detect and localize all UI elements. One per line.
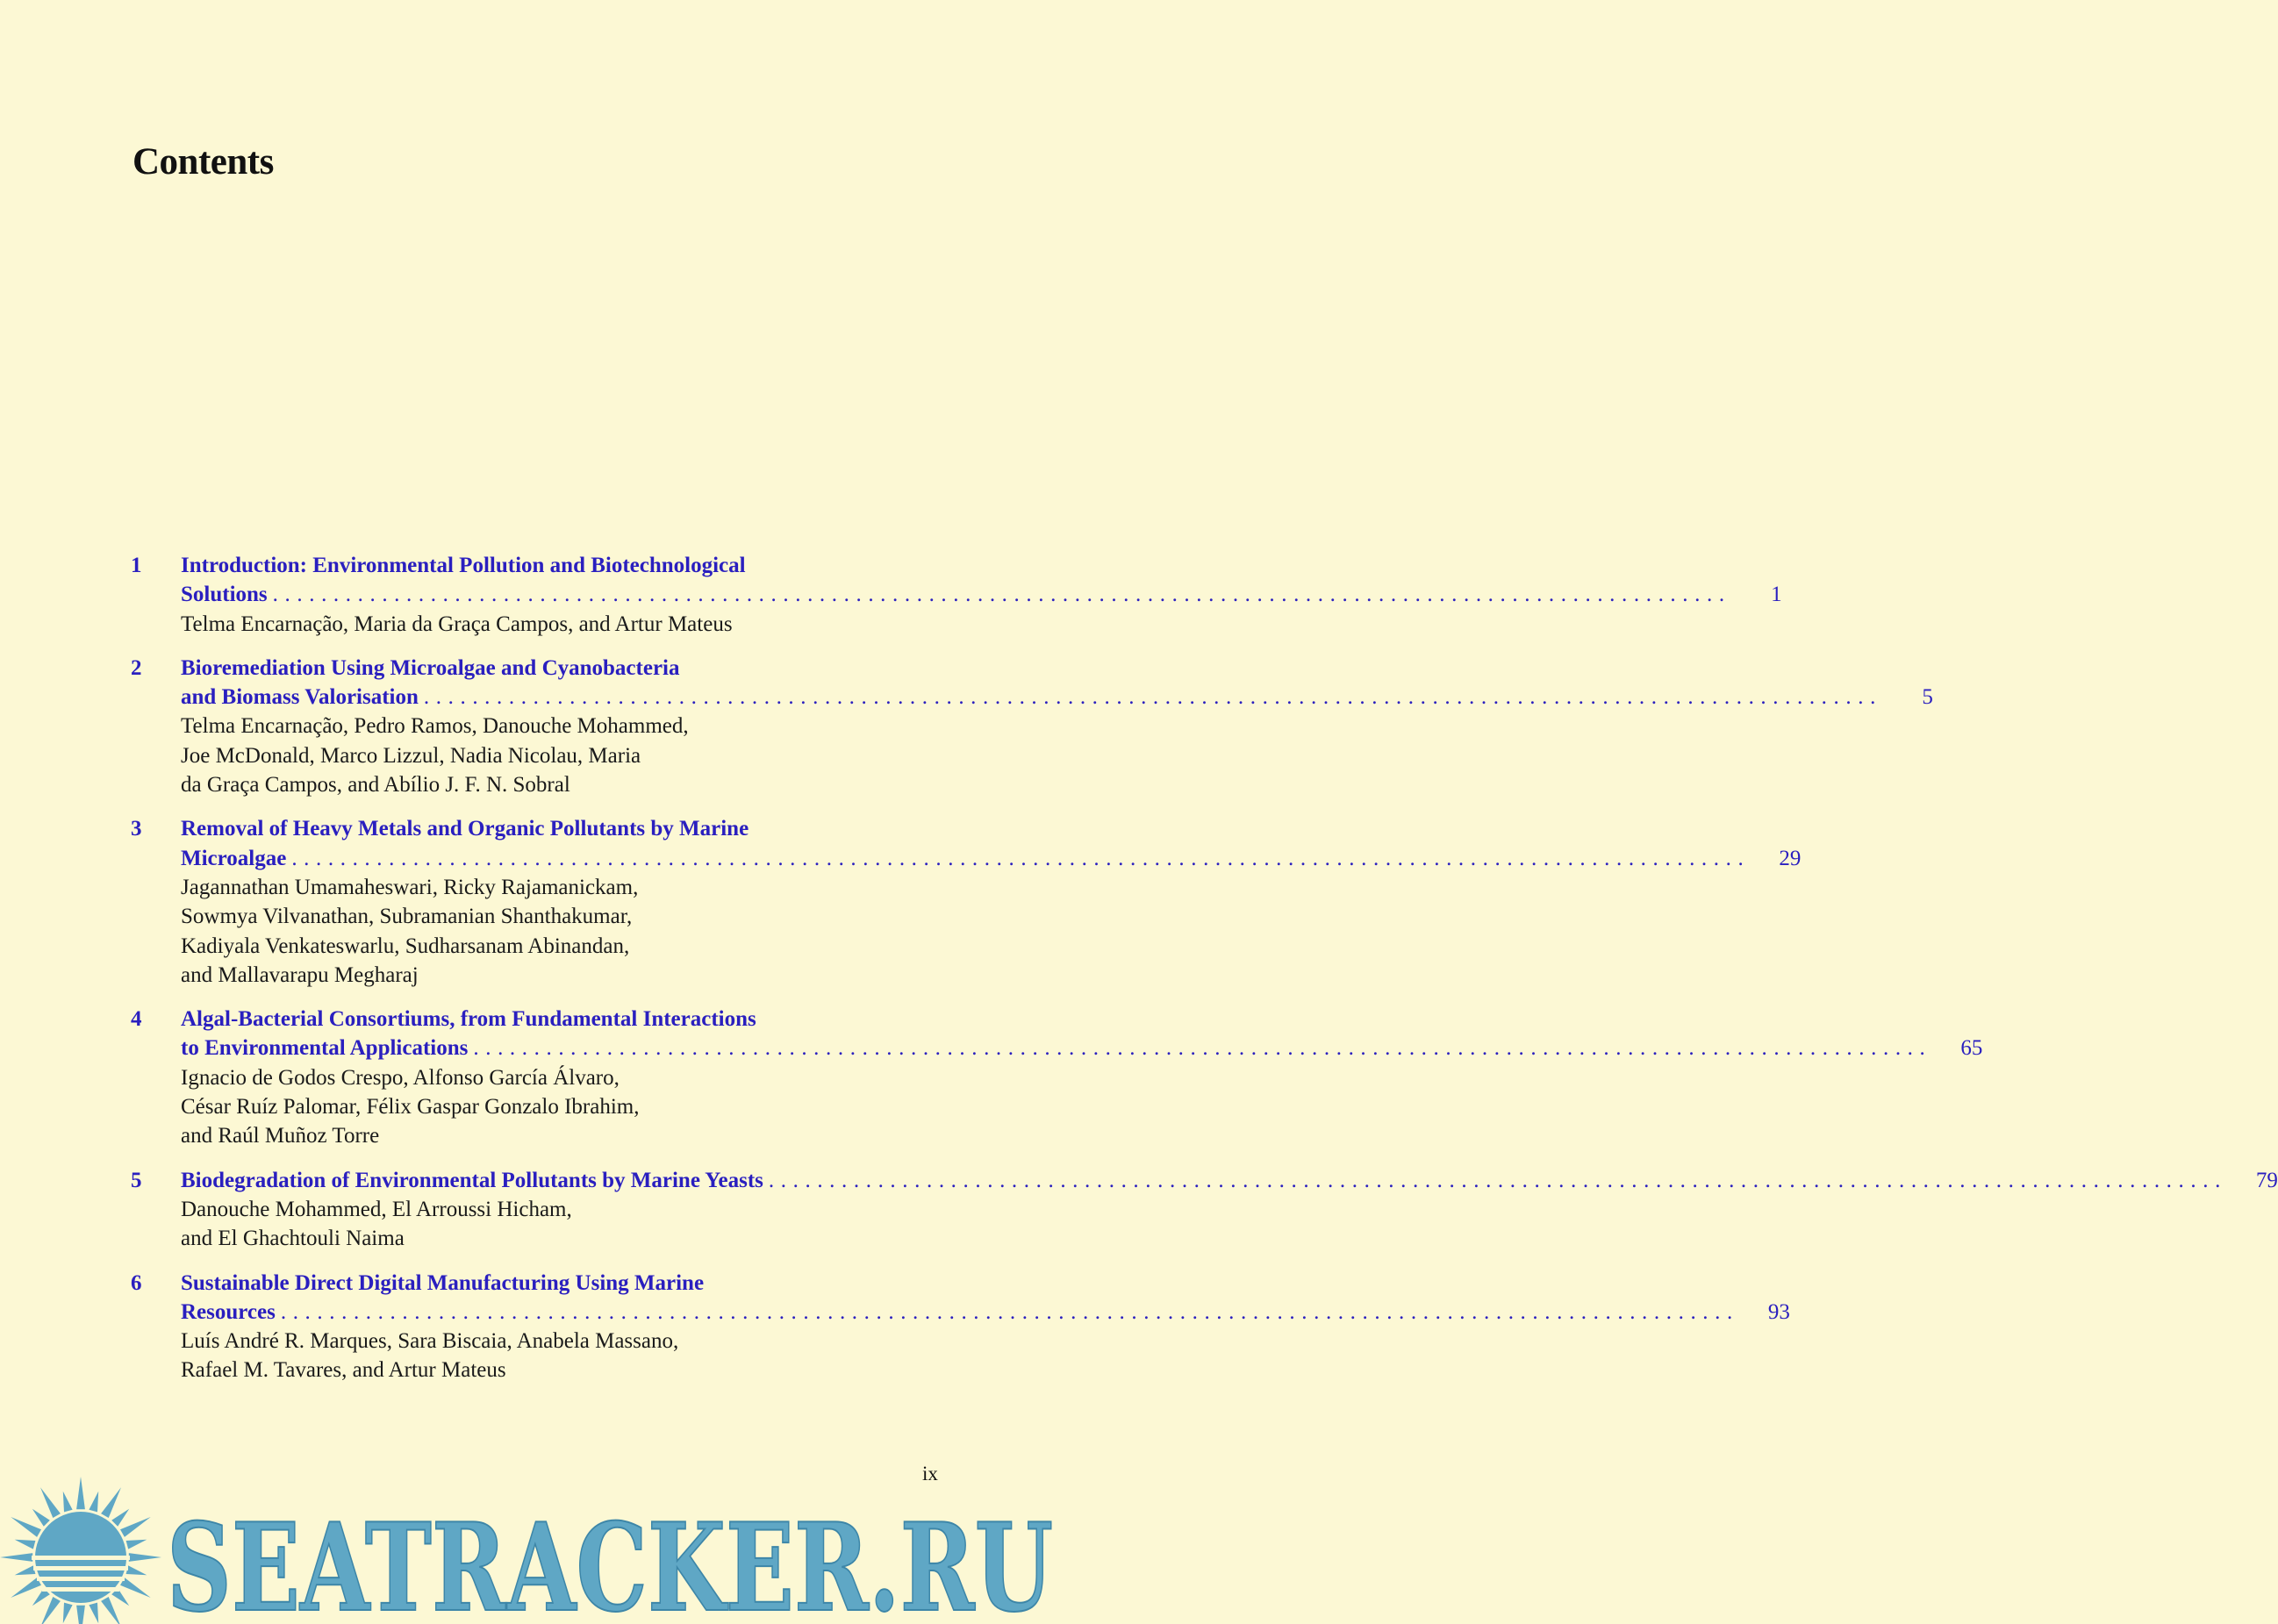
toc-entry[interactable] (131, 1269, 1790, 1385)
chapter-title-line[interactable]: Sustainable Direct Digital Manufacturing Using Marine (181, 1270, 705, 1295)
page-number: ix (922, 1463, 938, 1484)
toc-entry[interactable] (131, 1005, 1983, 1150)
chapter-title-final-line[interactable] (181, 580, 1782, 609)
chapter-title-line[interactable]: Resources (181, 1299, 276, 1324)
dot-leader: ........................................................................................................................ (768, 1168, 2227, 1192)
chapter-authors-line: and Mallavarapu Megharaj (181, 962, 419, 987)
page-ref[interactable]: 65 (1960, 1036, 1983, 1061)
toc-entry[interactable] (131, 654, 1933, 799)
chapter-authors-line: Ignacio de Godos Crespo, Alfonso García Álvaro, (181, 1065, 620, 1090)
sun-icon (0, 1477, 161, 1624)
chapter-title-final-line[interactable] (181, 844, 1802, 873)
chapter-number[interactable]: 2 (131, 655, 142, 680)
chapter-title-final-line[interactable] (181, 1298, 1790, 1327)
chapter-authors-line: Telma Encarnação, Pedro Ramos, Danouche Mohammed, (181, 714, 689, 739)
table-of-contents (131, 551, 2278, 1400)
dot-leader: ........................................................................................................................ (473, 1036, 1932, 1061)
chapter-title-line[interactable]: Microalgae (181, 846, 287, 870)
chapter-number[interactable]: 3 (131, 817, 142, 841)
chapter-authors-line: and Raúl Muñoz Torre (181, 1124, 380, 1148)
chapter-authors-line: Danouche Mohammed, El Arroussi Hicham, (181, 1197, 572, 1221)
page-ref[interactable]: 29 (1779, 846, 1802, 870)
chapter-authors-line: Kadiyala Venkateswarlu, Sudharsanam Abinandan, (181, 934, 630, 958)
chapter-authors-line: Telma Encarnação, Maria da Graça Campos, and Artur Mateus (181, 612, 733, 636)
page-ref[interactable]: 79 (2255, 1168, 2278, 1192)
page-ref[interactable]: 1 (1771, 583, 1782, 607)
page-ref[interactable]: 5 (1922, 685, 1933, 710)
chapter-authors-line: Joe McDonald, Marco Lizzul, Nadia Nicolau, Maria (181, 743, 641, 768)
chapter-authors-line: and El Ghachtouli Naima (181, 1227, 405, 1251)
watermark (0, 1474, 1071, 1624)
chapter-authors-line: Rafael M. Tavares, and Artur Mateus (181, 1358, 506, 1383)
dot-leader: ........................................................................................................................ (291, 846, 1751, 870)
chapter-authors-line: Luís André R. Marques, Sara Biscaia, Anabela Massano, (181, 1329, 679, 1354)
chapter-title-line[interactable]: Solutions (181, 583, 268, 607)
chapter-title-final-line[interactable] (181, 1034, 1983, 1062)
toc-entry[interactable] (131, 814, 1802, 990)
page-ref[interactable]: 93 (1767, 1299, 1790, 1324)
chapter-authors-line: da Graça Campos, and Abílio J. F. N. Sobral (181, 773, 570, 798)
chapter-number[interactable]: 4 (131, 1007, 142, 1032)
chapter-title-line[interactable]: Bioremediation Using Microalgae and Cyanobacteria (181, 655, 680, 680)
chapter-title-line[interactable]: Algal-Bacterial Consortiums, from Fundamental Interactions (181, 1007, 756, 1032)
dot-leader: ........................................................................................................................ (423, 685, 1882, 710)
chapter-number[interactable]: 5 (131, 1168, 142, 1192)
chapter-title-final-line[interactable] (181, 683, 1933, 712)
chapter-number[interactable]: 6 (131, 1270, 142, 1295)
chapter-title-line[interactable]: Biodegradation of Environmental Pollutants by Marine Yeasts (181, 1168, 763, 1192)
page-title: Contents (133, 141, 274, 182)
chapter-number[interactable]: 1 (131, 554, 142, 577)
watermark-text: SEATRACKER.RU (167, 1496, 1053, 1624)
dot-leader: ........................................................................................................................ (272, 583, 1731, 607)
toc-entry[interactable] (131, 1166, 2278, 1254)
chapter-authors-line: Jagannathan Umamaheswari, Ricky Rajamanickam, (181, 875, 639, 899)
chapter-title-line[interactable]: Introduction: Environmental Pollution and Biotechnological (181, 554, 746, 577)
chapter-authors-line: César Ruíz Palomar, Félix Gaspar Gonzalo Ibrahim, (181, 1095, 640, 1120)
chapter-title-line[interactable]: Removal of Heavy Metals and Organic Pollutants by Marine (181, 817, 749, 841)
chapter-title-line[interactable]: to Environmental Applications (181, 1036, 469, 1061)
chapter-title-line[interactable]: and Biomass Valorisation (181, 685, 419, 710)
chapter-title-final-line[interactable] (181, 1166, 2278, 1195)
chapter-authors-line: Sowmya Vilvanathan, Subramanian Shanthakumar, (181, 905, 633, 929)
toc-entry[interactable] (131, 551, 1782, 639)
dot-leader: ........................................................................................................................ (280, 1299, 1739, 1324)
